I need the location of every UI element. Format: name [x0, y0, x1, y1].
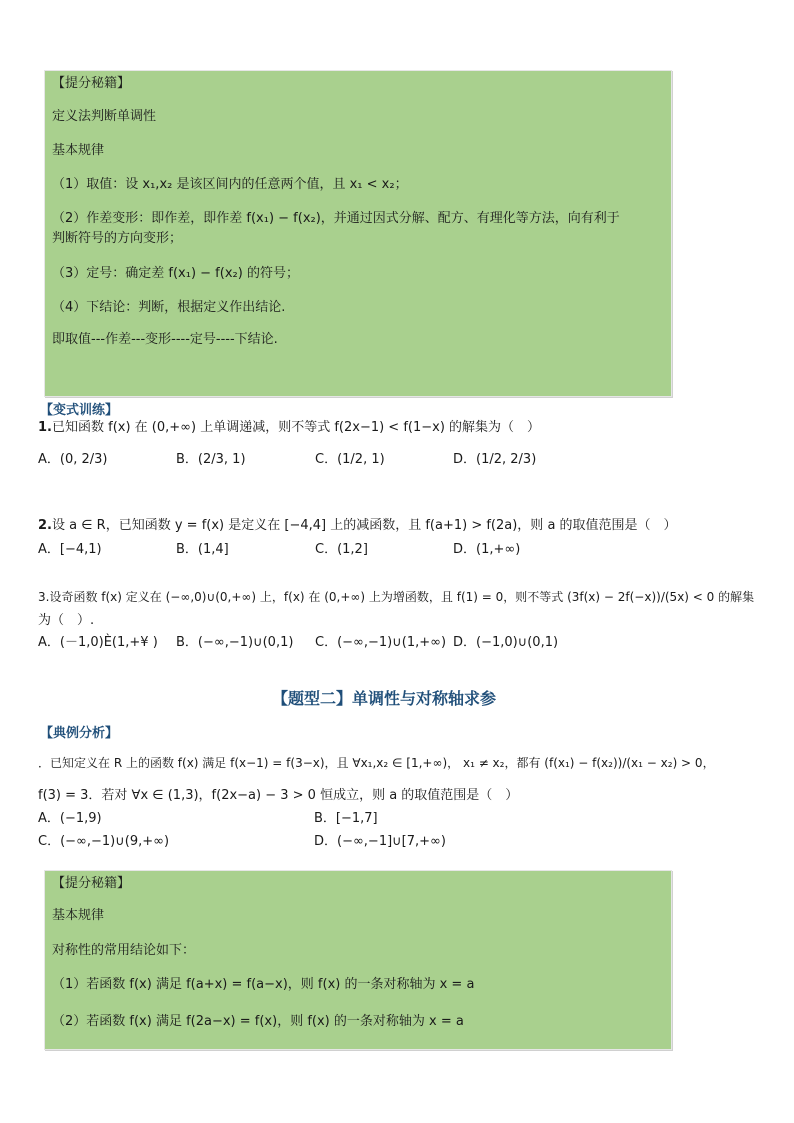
question-3-tail: 为（ ）. — [38, 613, 95, 628]
example-stem-line-1: ．已知定义在 R 上的函数 f(x) 满足 f(x−1) = f(3−x)，且 ∀x₁,x₂ ∈ [1,+∞)， x₁ ≠ x₂，都有 (f(x₁) − f(x₂))/(x₁ − x₂) > 0， — [38, 756, 715, 770]
q1-option-a: A．(0, 2/3) — [38, 452, 108, 467]
question-1 — [38, 419, 540, 437]
q3-option-a: A．(－1,0)È(1,+¥ ) — [38, 635, 158, 650]
tip-line-1: 定义法判断单调性 — [52, 109, 157, 124]
tip-line-5: 判断符号的方向变形； — [52, 231, 183, 246]
tip-line-2: 基本规律 — [52, 143, 105, 158]
tip-line-6: （3）定号：确定差 f(x₁) − f(x₂) 的符号； — [52, 266, 299, 281]
q3-option-b: B．(−∞,−1)∪(0,1) — [176, 635, 294, 650]
question-3-number: 3. — [38, 590, 50, 604]
section-title: 【题型二】单调性与对称轴求参 — [272, 689, 497, 708]
q2-option-b: B．(1,4] — [176, 542, 229, 557]
example-option-b: B．[−1,7] — [314, 811, 378, 826]
tip-line-4: （2）作差变形：即作差，即作差 f(x₁) − f(x₂)，并通过因式分解、配方、有理化等方法，向有利于 — [52, 211, 620, 226]
example-option-a: A．(−1,9) — [38, 811, 102, 826]
question-2-stem: 设 a ∈ R，已知函数 y = f(x) 是定义在 [−4,4] 上的减函数，且 f(a+1) > f(2a)，则 a 的取值范围是（ ） — [51, 518, 677, 533]
tip-line-7: （4）下结论：判断，根据定义作出结论. — [52, 300, 286, 315]
q2-option-c: C．(1,2] — [315, 542, 368, 557]
example-header: 【典例分析】 — [40, 726, 119, 741]
q2-option-a: A．[−4,1) — [38, 542, 102, 557]
question-2 — [38, 517, 677, 535]
q3-option-c: C．(−∞,−1)∪(1,+∞) — [315, 635, 447, 650]
tip2-line-4: （2）若函数 f(x) 满足 f(2a−x) = f(x)，则 f(x) 的一条对称轴为 x = a — [52, 1014, 464, 1029]
variant-header: 【变式训练】 — [40, 403, 119, 418]
q2-option-d: D．(1,+∞) — [453, 542, 521, 557]
question-3 — [38, 588, 754, 606]
tip2-line-3: （1）若函数 f(x) 满足 f(a+x) = f(a−x)，则 f(x) 的一条对称轴为 x = a — [52, 977, 475, 992]
tip2-line-2: 对称性的常用结论如下： — [52, 943, 196, 958]
q3-option-d: D．(−1,0)∪(0,1) — [453, 635, 559, 650]
example-stem-line-2: f(3) = 3．若对 ∀x ∈ (1,3)，f(2x−a) − 3 > 0 恒成立，则 a 的取值范围是（ ） — [38, 788, 519, 803]
tip-line-8: 即取值---作差---变形----定号----下结论. — [52, 332, 278, 347]
tip-box-1-header: 【提分秘籍】 — [52, 76, 131, 91]
question-3-stem: 设奇函数 f(x) 定义在 (−∞,0)∪(0,+∞) 上，f(x) 在 (0,+∞) 上为增函数，且 f(1) = 0，则不等式 (3f(x) − 2f(−x))/(5x) < 0 的解集 — [49, 590, 755, 604]
q1-option-d: D．(1/2, 2/3) — [453, 452, 537, 467]
q1-option-c: C．(1/2, 1) — [315, 452, 385, 467]
q1-option-b: B．(2/3, 1) — [176, 452, 246, 467]
question-2-number: 2. — [38, 518, 52, 533]
question-1-stem: 已知函数 f(x) 在 (0,+∞) 上单调递减，则不等式 f(2x−1) < f(1−x) 的解集为（ ） — [51, 420, 541, 435]
example-option-c: C．(−∞,−1)∪(9,+∞) — [38, 834, 170, 849]
tip2-line-1: 基本规律 — [52, 908, 105, 923]
example-option-d: D．(−∞,−1]∪[7,+∞) — [314, 834, 446, 849]
tip-box-2-header: 【提分秘籍】 — [52, 876, 131, 891]
question-1-number: 1. — [38, 420, 52, 435]
tip-line-3: （1）取值：设 x₁,x₂ 是该区间内的任意两个值，且 x₁ < x₂； — [52, 177, 408, 192]
